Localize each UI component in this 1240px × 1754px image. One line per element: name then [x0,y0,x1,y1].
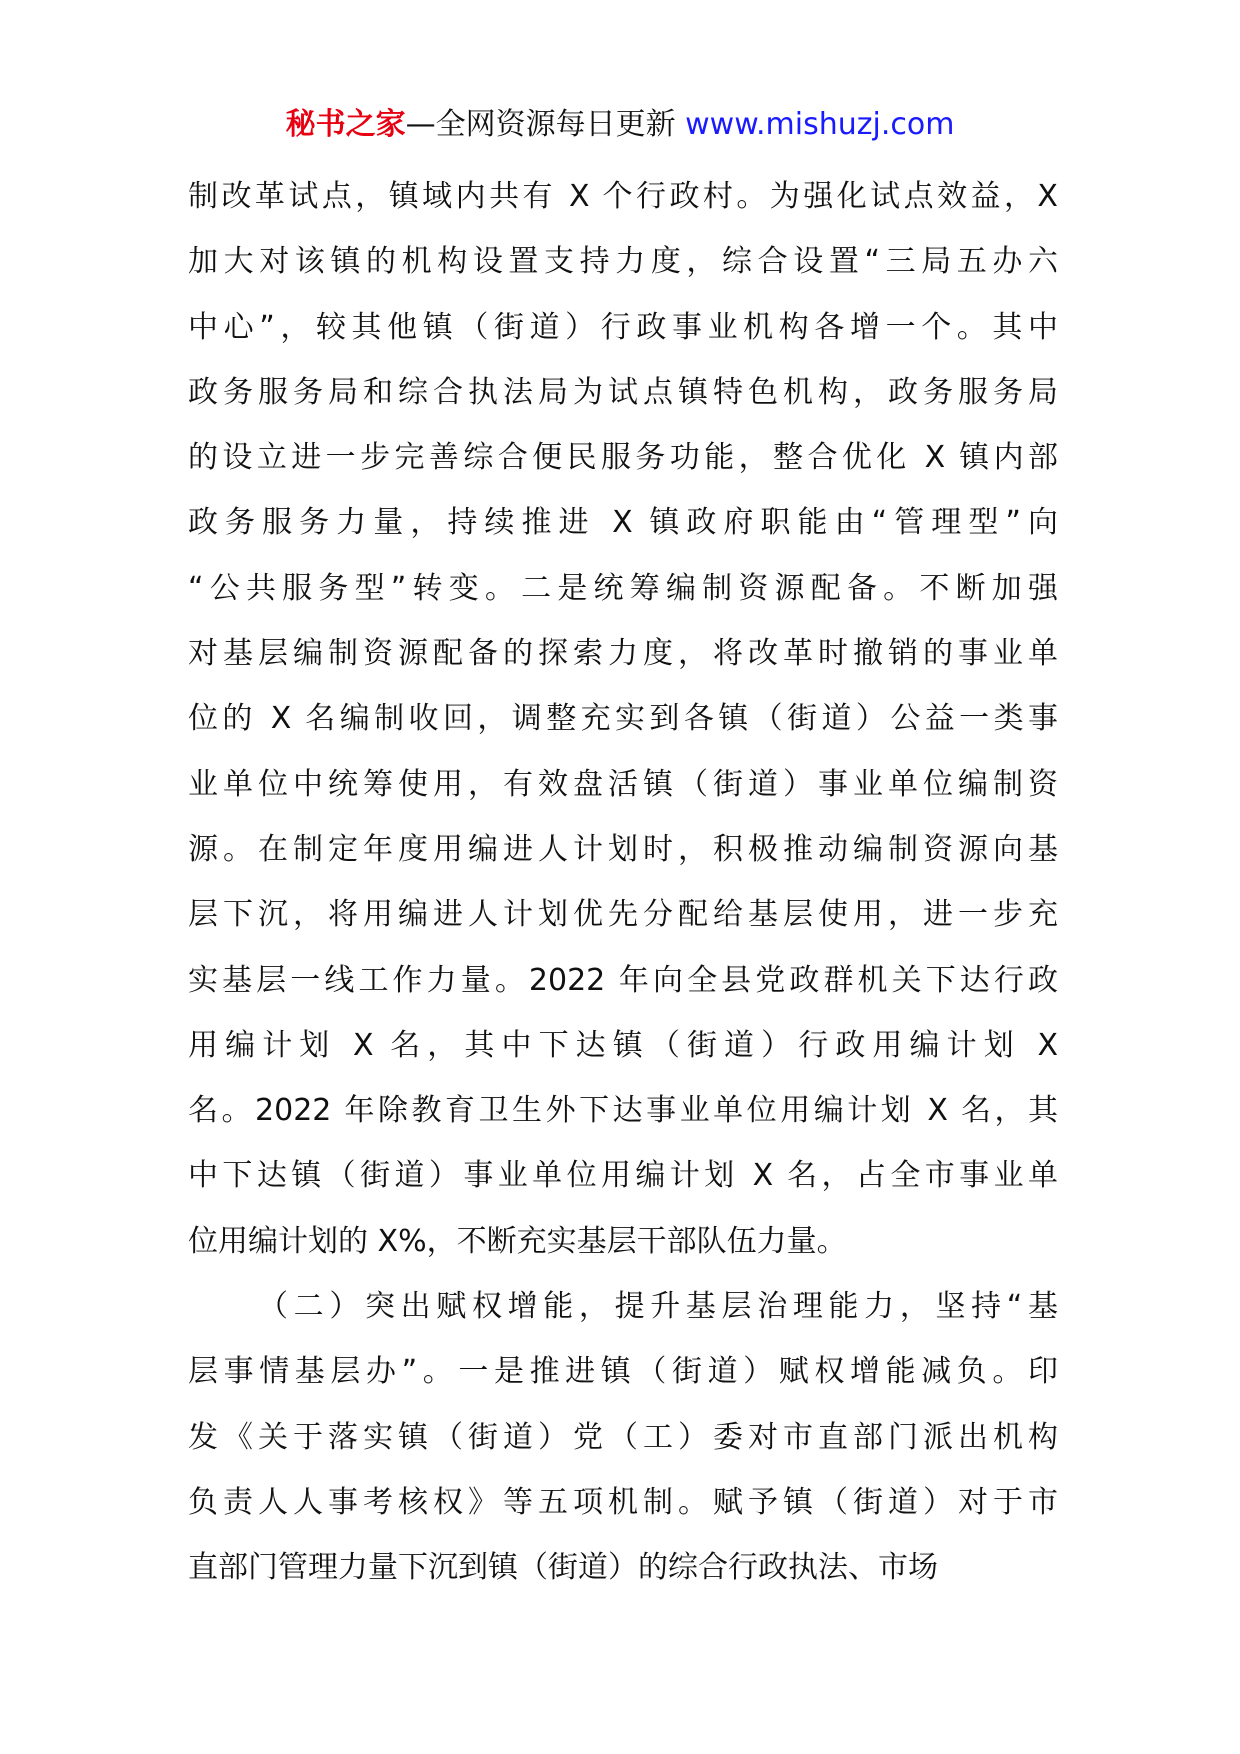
paragraph [188,1274,1058,1600]
text-line: 负责人人事考核权》等五项机制。赋予镇（街道）对于市 [188,1484,1058,1520]
text-line: 发《关于落实镇（街道）党（工）委对市直部门派出机构 [188,1419,1058,1455]
text-line: 直部门管理力量下沉到镇（街道）的综合行政执法、市场 [188,1550,938,1586]
text-line: 位用编计划的 X%，不断充实基层干部队伍力量。 [188,1223,847,1259]
paragraph [188,164,1058,1274]
text-line: 业单位中统筹使用，有效盘活镇（街道）事业单位编制资 [188,766,1058,802]
text-line: 源。在制定年度用编进人计划时，积极推动编制资源向基 [188,831,1058,867]
text-line: （二）突出赋权增能，提升基层治理能力，坚持“基 [258,1289,1058,1325]
text-line: 制改革试点，镇域内共有 X 个行政村。为强化试点效益，X [188,179,1058,214]
text-line: 对基层编制资源配备的探索力度，将改革时撤销的事业单 [188,636,1058,672]
text-line: 实基层一线工作力量。2022 年向全县党政群机关下达行政 [188,962,1058,998]
text-line: 中心”，较其他镇（街道）行政事业机构各增一个。其中 [188,309,1058,345]
text-line: “公共服务型”转变。二是统筹编制资源配备。不断加强 [188,570,1058,606]
text-line: 加大对该镇的机构设置支持力度，综合设置“三局五办六 [188,244,1058,280]
page-header [0,100,1240,150]
text-line: 位的 X 名编制收回，调整充实到各镇（街道）公益一类事 [188,701,1058,737]
text-line: 用编计划 X 名，其中下达镇（街道）行政用编计划 X [188,1027,1058,1063]
text-line: 名。2022 年除教育卫生外下达事业单位用编计划 X 名，其 [188,1093,1058,1129]
text-line: 层下沉，将用编进人计划优先分配给基层使用，进一步充 [188,897,1058,933]
text-line: 政务服务局和综合执法局为试点镇特色机构，政务服务局 [188,374,1058,410]
text-line: 层事情基层办”。一是推进镇（街道）赋权增能减负。印 [188,1354,1058,1390]
text-line: 中下达镇（街道）事业单位用编计划 X 名，占全市事业单 [188,1158,1058,1194]
text-line: 政务服务力量，持续推进 X 镇政府职能由“管理型”向 [188,505,1058,541]
header-tagline: —全网资源每日更新 [405,107,676,142]
brand-name: 秘书之家 [285,107,406,142]
document-body [188,164,1058,1601]
site-url-link[interactable]: www.mishuzj.com [685,107,955,142]
text-line: 的设立进一步完善综合便民服务功能，整合优化 X 镇内部 [188,440,1058,476]
